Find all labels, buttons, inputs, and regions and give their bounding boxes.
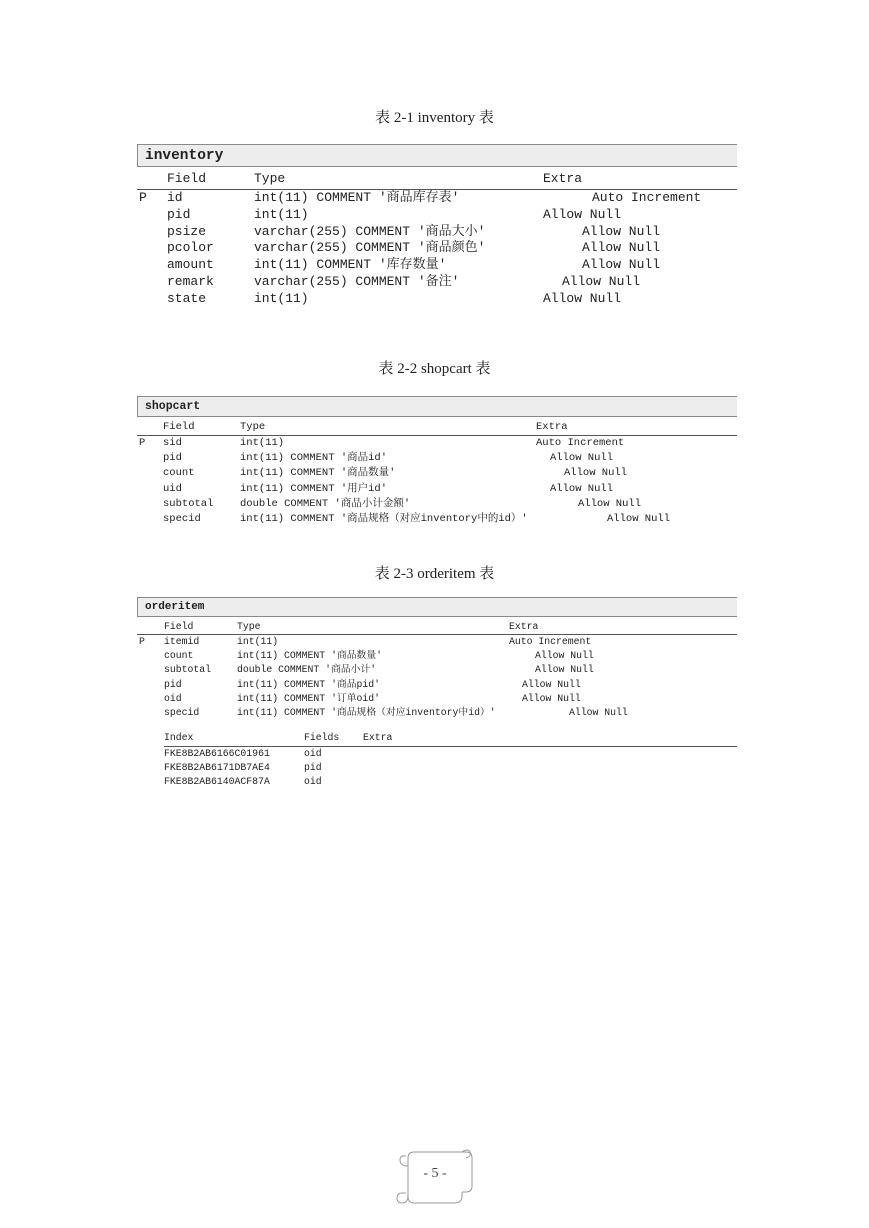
table-row bbox=[137, 482, 737, 497]
index-name: FKE8B2AB6140ACF87A bbox=[164, 776, 270, 788]
column-header-row bbox=[137, 417, 737, 436]
index-fields: oid bbox=[304, 748, 322, 760]
table-row bbox=[137, 706, 737, 720]
field-type: int(11) COMMENT '商品规格（对应inventory中id）' bbox=[237, 706, 496, 718]
field-type: int(11) bbox=[240, 437, 285, 449]
field-name: pid bbox=[163, 452, 182, 465]
table-caption-inventory: 表 2-1 inventory 表 bbox=[375, 110, 494, 126]
field-type: int(11) COMMENT '订单oid' bbox=[237, 692, 381, 704]
field-name: amount bbox=[167, 257, 214, 273]
table-row bbox=[137, 649, 737, 663]
field-extra: Allow Null bbox=[582, 223, 661, 239]
field-extra: Auto Increment bbox=[509, 636, 592, 647]
field-name: count bbox=[163, 467, 195, 480]
field-extra: Auto Increment bbox=[536, 437, 625, 449]
inventory-table bbox=[137, 144, 737, 308]
field-type: int(11) COMMENT '商品库存表' bbox=[254, 190, 460, 205]
table-row bbox=[137, 207, 737, 224]
index-header-index: Index bbox=[164, 732, 194, 744]
field-type: double COMMENT '商品小计金额' bbox=[240, 497, 411, 510]
field-type: int(11) bbox=[237, 636, 279, 647]
page-number-scroll bbox=[396, 1146, 474, 1206]
field-type: int(11) COMMENT '用户id' bbox=[240, 482, 388, 495]
column-header-type: Type bbox=[254, 171, 286, 186]
table-row bbox=[137, 224, 737, 241]
column-header-field: Field bbox=[167, 171, 207, 186]
table-caption-shopcart: 表 2-2 shopcart 表 bbox=[378, 361, 491, 377]
field-extra: Allow Null bbox=[522, 678, 581, 690]
field-extra: Allow Null bbox=[582, 240, 661, 256]
table-title: inventory bbox=[137, 144, 737, 167]
field-name: psize bbox=[167, 223, 207, 239]
table-title: orderitem bbox=[137, 597, 737, 617]
field-type: int(11) COMMENT '商品数量' bbox=[240, 467, 396, 480]
column-header-row bbox=[137, 167, 737, 190]
field-name: subtotal bbox=[163, 497, 214, 510]
field-name: itemid bbox=[164, 636, 200, 647]
index-fields: oid bbox=[304, 776, 322, 788]
table-row bbox=[137, 663, 737, 677]
field-name: remark bbox=[167, 273, 214, 289]
field-type: int(11) COMMENT '商品规格（对应inventory中的id）' bbox=[240, 512, 528, 525]
field-name: specid bbox=[164, 706, 200, 718]
index-fields: pid bbox=[304, 762, 322, 774]
field-name: oid bbox=[164, 692, 182, 704]
index-row bbox=[164, 761, 737, 775]
field-extra: Allow Null bbox=[564, 467, 628, 480]
orderitem-table bbox=[137, 597, 737, 789]
field-type: int(11) bbox=[254, 290, 309, 306]
field-extra: Allow Null bbox=[607, 512, 671, 525]
field-name: count bbox=[164, 650, 194, 662]
table-row bbox=[137, 436, 737, 451]
field-name: pid bbox=[164, 678, 182, 690]
index-row bbox=[164, 747, 737, 761]
field-extra: Auto Increment bbox=[592, 190, 702, 205]
shopcart-table bbox=[137, 396, 737, 527]
index-name: FKE8B2AB6166C01961 bbox=[164, 748, 270, 760]
column-header-type: Type bbox=[240, 421, 266, 433]
field-extra: Allow Null bbox=[582, 257, 661, 273]
column-header-extra: Extra bbox=[536, 421, 568, 433]
field-name: sid bbox=[163, 437, 182, 449]
field-name: state bbox=[167, 290, 207, 306]
field-extra: Allow Null bbox=[562, 273, 641, 289]
field-extra: Allow Null bbox=[522, 692, 581, 704]
field-type: varchar(255) COMMENT '商品大小' bbox=[254, 223, 486, 239]
table-caption-orderitem: 表 2-3 orderitem 表 bbox=[374, 566, 495, 582]
field-type: int(11) bbox=[254, 206, 309, 222]
field-extra: Allow Null bbox=[543, 290, 622, 306]
table-row bbox=[137, 497, 737, 512]
field-type: int(11) COMMENT '商品数量' bbox=[237, 650, 383, 662]
field-name: subtotal bbox=[164, 664, 212, 676]
table-row bbox=[137, 635, 737, 649]
table-row bbox=[137, 692, 737, 706]
table-row bbox=[137, 466, 737, 481]
field-type: int(11) COMMENT '库存数量' bbox=[254, 257, 447, 273]
field-name: pid bbox=[167, 206, 191, 222]
field-name: uid bbox=[163, 482, 182, 495]
field-type: varchar(255) COMMENT '备注' bbox=[254, 273, 460, 289]
primary-key-marker: P bbox=[139, 190, 147, 205]
table-row bbox=[137, 240, 737, 257]
field-type: int(11) COMMENT '商品id' bbox=[240, 452, 388, 465]
primary-key-marker: P bbox=[139, 437, 146, 449]
table-row bbox=[137, 678, 737, 692]
index-row bbox=[164, 775, 737, 789]
field-extra: Allow Null bbox=[543, 206, 622, 222]
index-header-extra: Extra bbox=[363, 732, 393, 744]
field-extra: Allow Null bbox=[535, 664, 594, 676]
page-number: - 5 - bbox=[423, 1166, 447, 1181]
table-row bbox=[137, 274, 737, 291]
column-header-field: Field bbox=[163, 421, 195, 433]
field-extra: Allow Null bbox=[550, 452, 614, 465]
table-row bbox=[137, 451, 737, 466]
column-header-row bbox=[137, 617, 737, 635]
index-header-fields: Fields bbox=[304, 732, 340, 744]
index-name: FKE8B2AB6171DB7AE4 bbox=[164, 762, 270, 774]
index-header-row bbox=[164, 730, 737, 747]
table-title: shopcart bbox=[137, 396, 737, 417]
field-type: double COMMENT '商品小计' bbox=[237, 664, 377, 676]
field-name: pcolor bbox=[167, 240, 214, 256]
field-extra: Allow Null bbox=[550, 482, 614, 495]
field-extra: Allow Null bbox=[578, 497, 642, 510]
field-name: specid bbox=[163, 512, 201, 525]
column-header-field: Field bbox=[164, 621, 194, 632]
column-header-type: Type bbox=[237, 621, 261, 632]
field-type: varchar(255) COMMENT '商品颜色' bbox=[254, 240, 486, 256]
column-header-extra: Extra bbox=[543, 171, 583, 186]
table-row bbox=[137, 512, 737, 527]
field-name: id bbox=[167, 190, 183, 205]
table-row bbox=[137, 257, 737, 274]
field-extra: Allow Null bbox=[569, 706, 628, 718]
table-row bbox=[137, 291, 737, 308]
table-row bbox=[137, 190, 737, 207]
field-type: int(11) COMMENT '商品pid' bbox=[237, 678, 381, 690]
primary-key-marker: P bbox=[139, 636, 145, 647]
field-extra: Allow Null bbox=[535, 650, 594, 662]
column-header-extra: Extra bbox=[509, 621, 539, 632]
